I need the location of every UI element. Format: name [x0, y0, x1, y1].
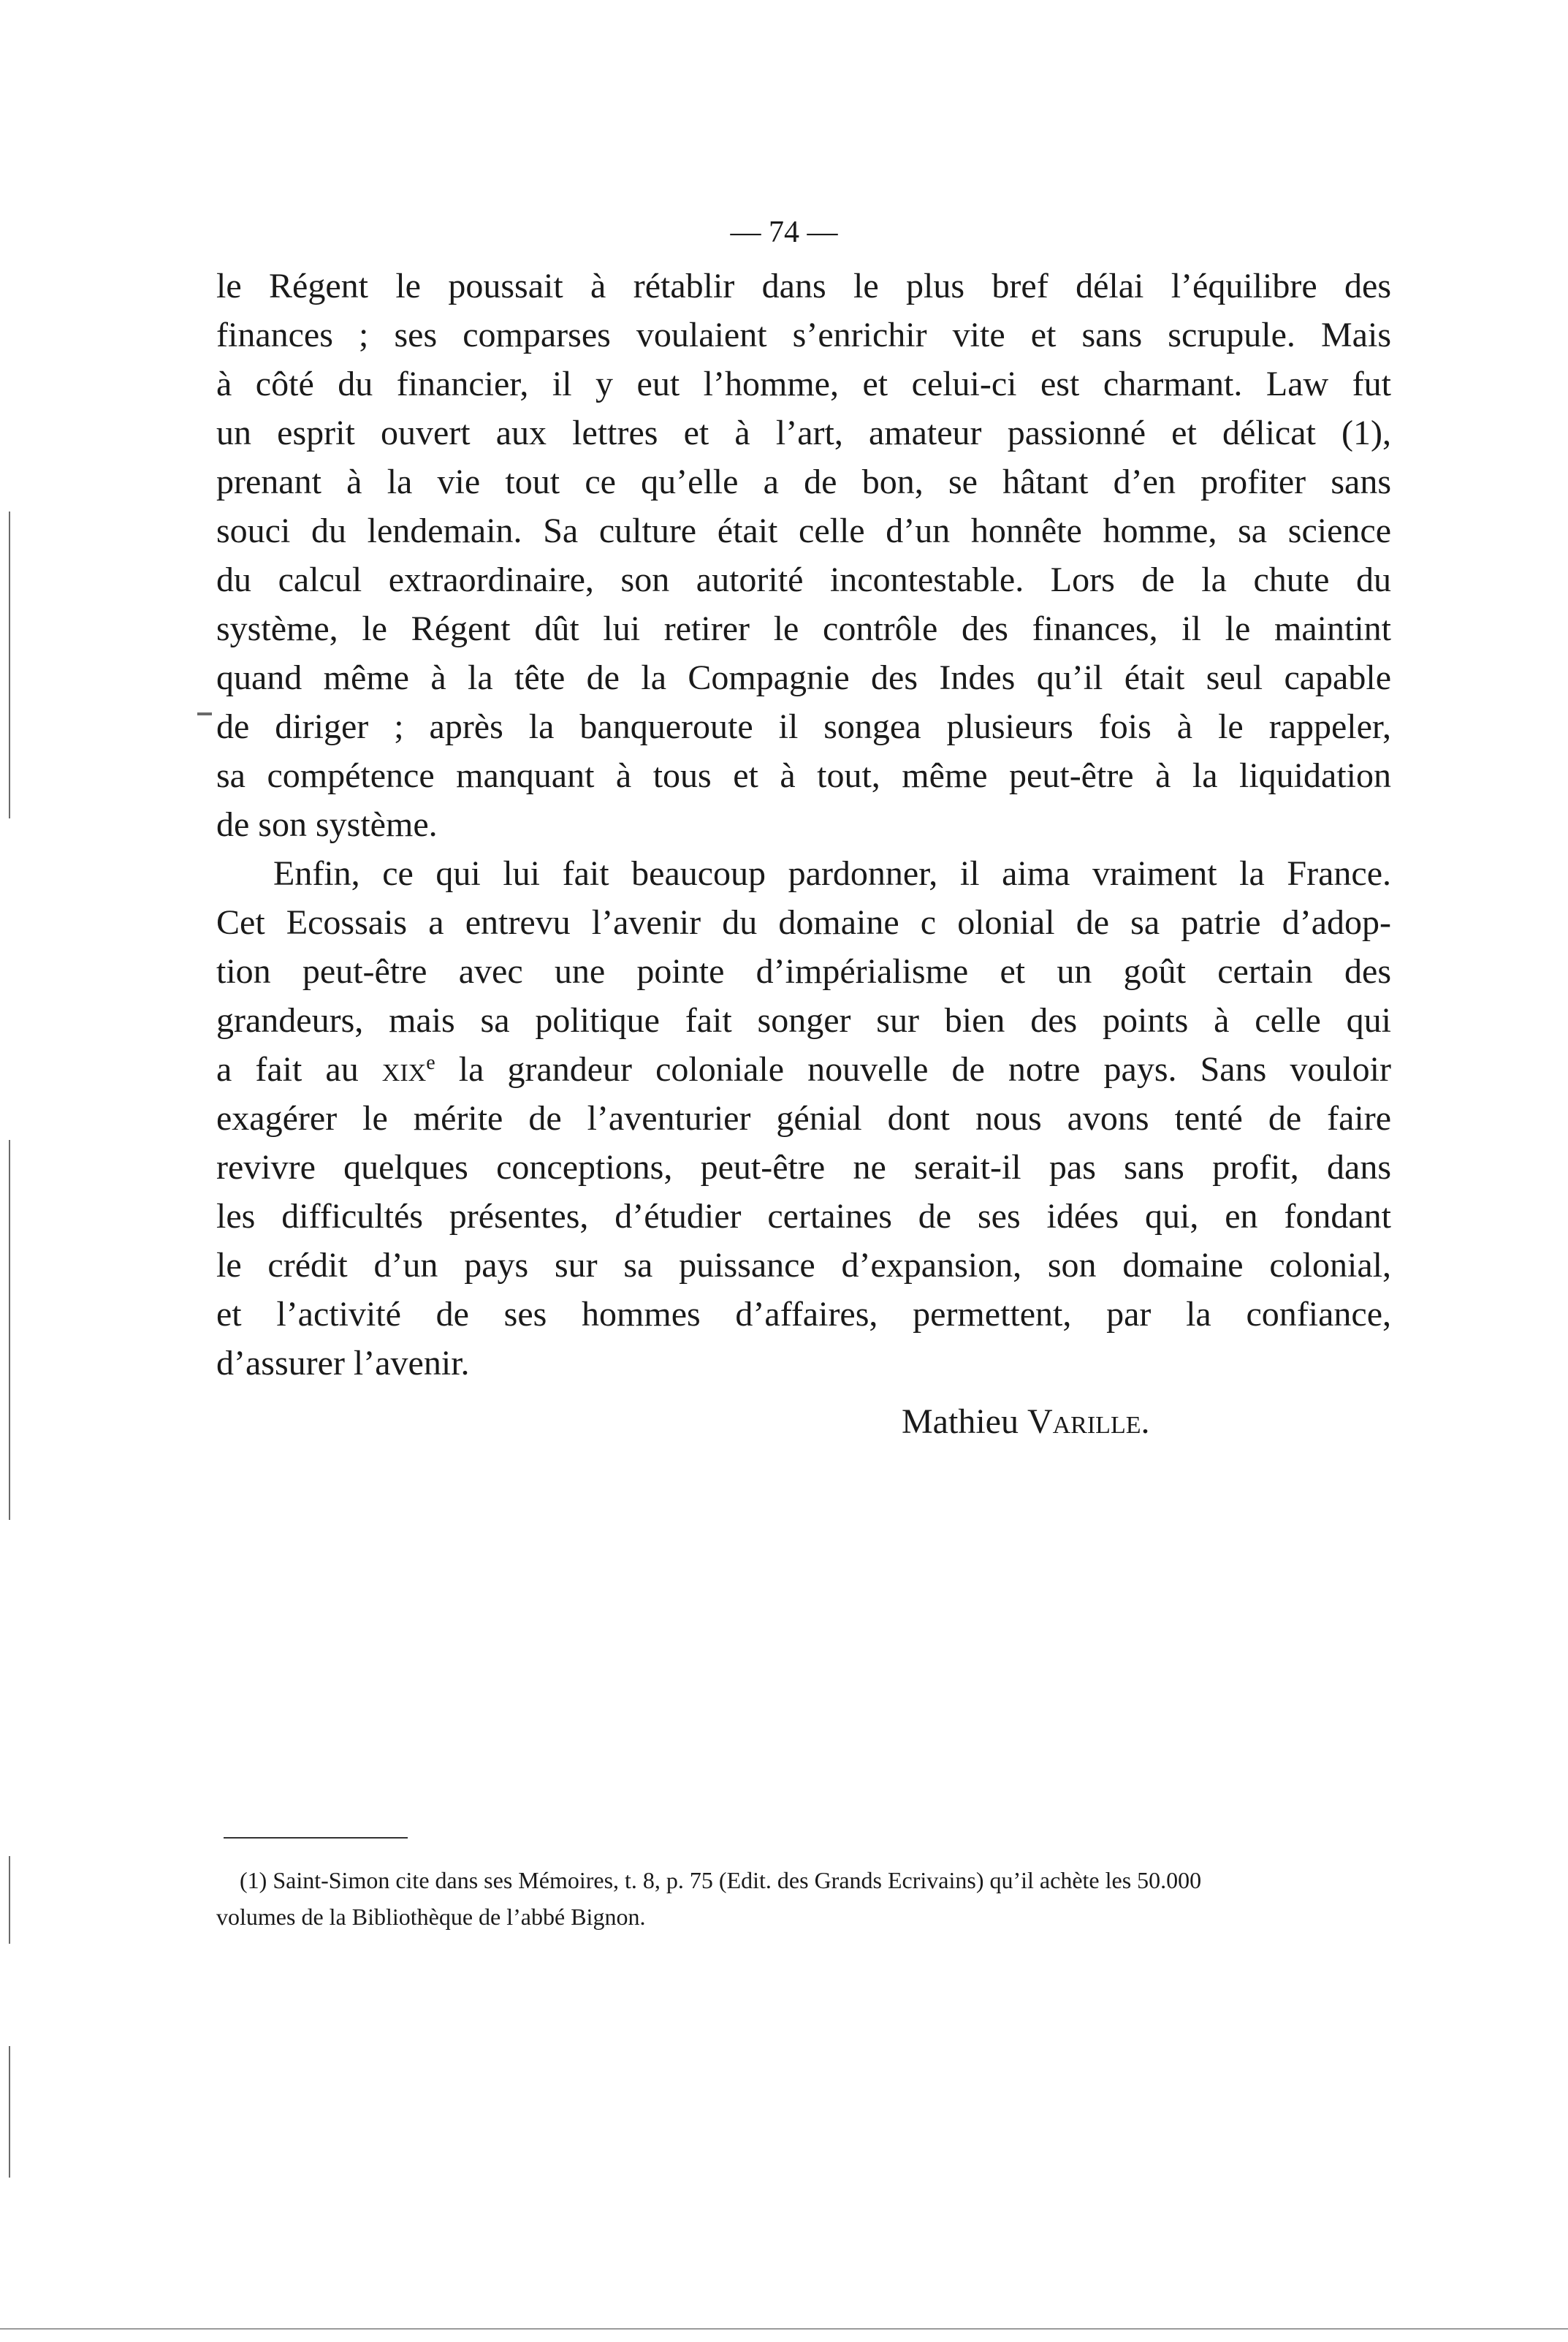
author-signature: [902, 1397, 1150, 1446]
author-last-name: Varille: [1027, 1402, 1141, 1441]
text-line: de son système.: [216, 805, 438, 844]
text-line: quand même à la tête de la Compagnie des Indes qu’il était seul capable: [216, 658, 1391, 697]
text-line: revivre quelques conceptions, peut-être ne serait-il pas sans profit, dans: [216, 1148, 1391, 1187]
scan-margin-mark: [9, 2046, 10, 2178]
footnote-line: (1) Saint-Simon cite dans ses Mémoires, t. 8, p. 75 (Edit. des Grands Ecrivains) qu’il achète les 50.000: [240, 1867, 1202, 1893]
paragraph-1: [216, 262, 1391, 849]
footnote-line: volumes de la Bibliothèque de l’abbé Bignon.: [216, 1904, 646, 1930]
text-line: finances ; ses comparses voulaient s’enrichir vite et sans scrupule. Mais: [216, 316, 1391, 354]
body-text: [216, 262, 1391, 1388]
century-numeral: xix: [381, 1050, 427, 1089]
text-line: du calcul extraordinaire, son autorité incontestable. Lors de la chute du: [216, 560, 1391, 599]
text-fragment: a fait au: [216, 1050, 382, 1089]
text-line: Enfin, ce qui lui fait beaucoup pardonner, il aima vraiment la France.: [273, 854, 1391, 893]
text-line: un esprit ouvert aux lettres et à l’art, amateur passionné et délicat (1),: [216, 414, 1391, 452]
scan-margin-mark: [197, 712, 212, 715]
text-line: sa compétence manquant à tous et à tout, même peut-être à la liquidation: [216, 756, 1391, 795]
paragraph-2: [216, 849, 1391, 1388]
author-first-name: Mathieu: [902, 1402, 1019, 1441]
page-number: — 74 —: [730, 216, 838, 249]
text-line: prenant à la vie tout ce qu’elle a de bon, se hâtant d’en profiter sans: [216, 463, 1391, 501]
text-line: à côté du financier, il y eut l’homme, et celui-ci est charmant. Law fut: [216, 365, 1391, 403]
footnote-separator: [224, 1837, 408, 1839]
scan-margin-mark: [9, 1140, 10, 1520]
text-line: d’assurer l’avenir.: [216, 1344, 470, 1383]
text-line: et l’activité de ses hommes d’affaires, permettent, par la confiance,: [216, 1295, 1391, 1334]
scan-edge-line: [0, 2328, 1568, 2330]
text-line: système, le Régent dût lui retirer le contrôle des finances, il le maintint: [216, 609, 1391, 648]
text-line: Cet Ecossais a entrevu l’avenir du domaine c olonial de sa patrie d’adop-: [216, 903, 1391, 942]
text-line: les difficultés présentes, d’étudier certaines de ses idées qui, en fondant: [216, 1197, 1391, 1236]
text-fragment: la grandeur coloniale nouvelle de notre pays. Sans vouloir: [435, 1050, 1391, 1089]
text-line: tion peut-être avec une pointe d’impérialisme et un goût certain des: [216, 952, 1391, 991]
scan-margin-mark: [9, 1856, 10, 1944]
text-line: grandeurs, mais sa politique fait songer sur bien des points à celle qui: [216, 1001, 1391, 1040]
text-line: de diriger ; après la banqueroute il songea plusieurs fois à le rappeler,: [216, 707, 1391, 746]
text-line: exagérer le mérite de l’aventurier génial dont nous avons tenté de faire: [216, 1099, 1391, 1138]
text-line-century: [216, 1045, 1391, 1094]
footnote: [216, 1862, 1391, 1935]
signature-period: .: [1141, 1402, 1150, 1441]
text-line: souci du lendemain. Sa culture était celle d’un honnête homme, sa science: [216, 512, 1391, 550]
text-line: le crédit d’un pays sur sa puissance d’expansion, son domaine colonial,: [216, 1246, 1391, 1285]
scan-margin-mark: [9, 512, 10, 818]
century-superscript: e: [426, 1052, 435, 1074]
text-line: le Régent le poussait à rétablir dans le plus bref délai l’équilibre des: [216, 267, 1391, 305]
